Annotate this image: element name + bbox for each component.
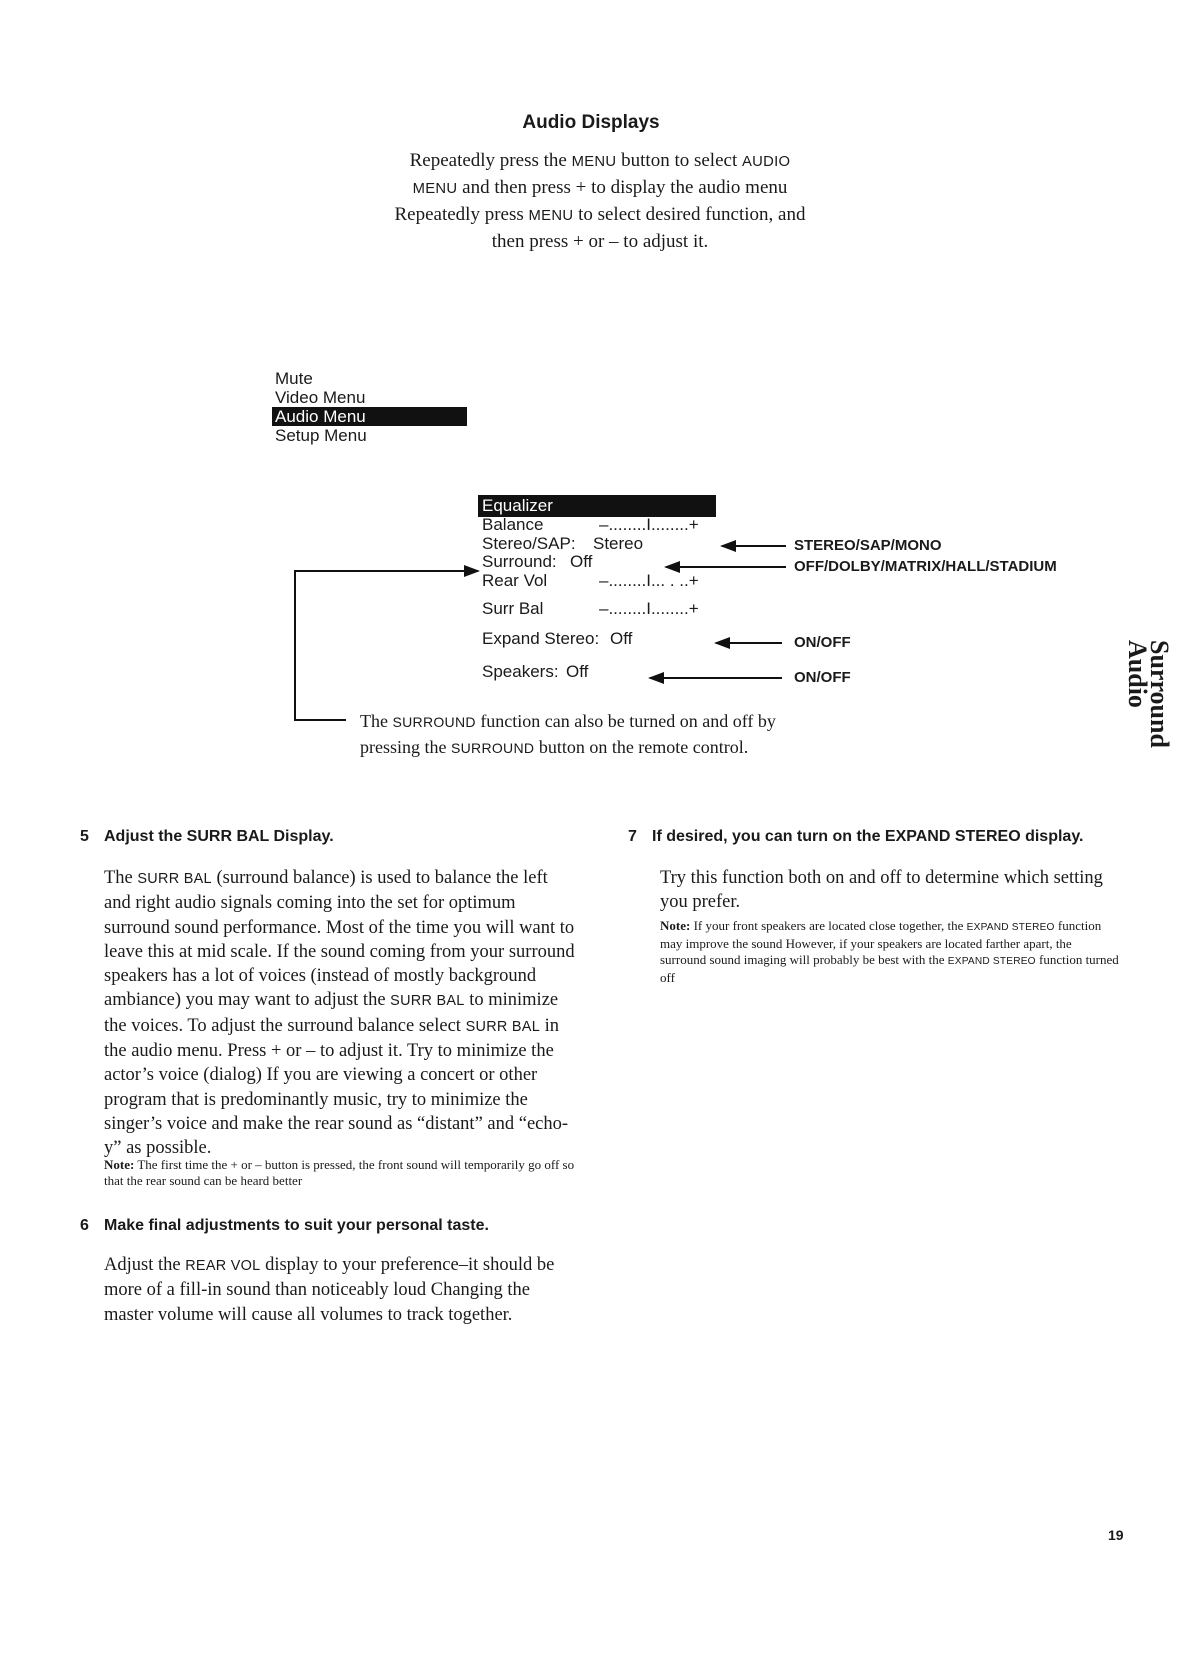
arrow-left-icon bbox=[716, 642, 782, 644]
menu-item-setup-menu[interactable]: Setup Menu bbox=[275, 426, 367, 445]
step-number: 6 bbox=[80, 1217, 89, 1234]
main-menu bbox=[272, 369, 467, 445]
menu-item-mute[interactable]: Mute bbox=[275, 369, 313, 388]
surr-bal-scale: –........I........+ bbox=[599, 599, 699, 618]
step-7-heading: 7 If desired, you can turn on the EXPAND STEREO display. bbox=[628, 828, 1084, 845]
bracket-line bbox=[294, 570, 296, 720]
menu-item-video-menu[interactable]: Video Menu bbox=[275, 388, 366, 407]
surr-bal-label: Surr Bal bbox=[482, 599, 544, 618]
step-5-body: The SURR BAL (surround balance) is used to balance the left and right audio signals coming into the set for optimum surround sound performance. Most of the time you will want to leave this at mid scale. If the sound coming from your surround speakers has a lot of voices (instead of mostly background ambiance) you may want to adjust the SURR BAL to minimize the voices. To adjust the surround balance select SURR BAL in the audio menu. Press + or – to adjust it. Try to minimize the actor’s voice (dialog) If you are viewing a concert or other program that is predominantly music, try to minimize the singer’s voice and make the rear sound as “distant” and “echo-y” as possible. bbox=[104, 868, 575, 1159]
step-7-body: Try this function both on and off to determine which setting you prefer. bbox=[660, 868, 1103, 913]
balance-label: Balance bbox=[482, 515, 544, 534]
step-7-note: Note: If your front speakers are located close together, the EXPAND STEREO function may improve the sound However, if your speakers are located farther apart, the surround sound imaging will probably be best with the EXPAND STEREO function turned off bbox=[660, 918, 1119, 985]
arrow-right-icon bbox=[440, 570, 478, 572]
stereo-sap-value: Stereo bbox=[593, 534, 644, 553]
intro-paragraph: Repeatedly press the MENU button to select AUDIO MENU and then press + to display the audio menu Repeatedly press MENU to select desired function, and then press + or – to adjust it. bbox=[394, 150, 806, 252]
speakers-label: Speakers: bbox=[482, 662, 559, 681]
surround-options: OFF/DOLBY/MATRIX/HALL/STADIUM bbox=[794, 558, 1057, 575]
arrow-left-icon bbox=[650, 677, 782, 679]
menu-item-expand-stereo[interactable] bbox=[482, 629, 633, 648]
side-tab bbox=[1123, 640, 1182, 750]
step-5-heading: 5 Adjust the SURR BAL Display. bbox=[80, 828, 334, 845]
surround-label: Surround: bbox=[482, 552, 557, 571]
rear-vol-label: Rear Vol bbox=[482, 571, 548, 590]
menu-item-surround[interactable] bbox=[482, 552, 593, 571]
side-tab-audio: Audio bbox=[1123, 640, 1152, 708]
speakers-options: ON/OFF bbox=[794, 669, 851, 686]
menu-item-surr-bal[interactable] bbox=[482, 599, 699, 618]
arrow-left-icon bbox=[666, 566, 786, 568]
page-number: 19 bbox=[1108, 1527, 1124, 1543]
step-6-body: Adjust the REAR VOL display to your preference–it should be more of a fill-in sound than noticeably loud Changing the master volume will cause all volumes to track together. bbox=[104, 1255, 555, 1325]
surround-note: The SURROUND function can also be turned on and off by pressing the SURROUND button on the remote control. bbox=[360, 711, 776, 757]
bracket-line bbox=[294, 570, 444, 572]
stereo-sap-label: Stereo/SAP: bbox=[482, 534, 576, 553]
menu-item-speakers[interactable] bbox=[482, 662, 589, 681]
side-tab-surround: Surround bbox=[1145, 640, 1174, 748]
surround-value: Off bbox=[570, 552, 593, 571]
menu-item-balance[interactable] bbox=[482, 515, 699, 534]
expand-stereo-options: ON/OFF bbox=[794, 634, 851, 651]
arrow-left-icon bbox=[722, 545, 786, 547]
step-5-note: Note: The first time the + or – button is pressed, the front sound will temporarily go off so that the rear sound can be heard better bbox=[104, 1157, 575, 1188]
stereo-sap-options: STEREO/SAP/MONO bbox=[794, 537, 942, 554]
step-number: 7 bbox=[628, 828, 637, 845]
rear-vol-scale: –........I... . ..+ bbox=[599, 571, 699, 590]
menu-item-equalizer[interactable]: Equalizer bbox=[478, 495, 716, 517]
step-number: 5 bbox=[80, 828, 89, 845]
menu-item-stereo-sap[interactable] bbox=[482, 534, 644, 553]
speakers-value: Off bbox=[566, 662, 589, 681]
expand-stereo-value: Off bbox=[610, 629, 633, 648]
expand-stereo-label: Expand Stereo: bbox=[482, 629, 600, 648]
bracket-line bbox=[294, 719, 346, 721]
menu-item-audio-menu[interactable]: Audio Menu bbox=[272, 407, 467, 426]
step-6-heading: 6 Make final adjustments to suit your personal taste. bbox=[80, 1217, 489, 1234]
menu-item-rear-vol[interactable] bbox=[482, 571, 699, 590]
balance-scale: –........I........+ bbox=[599, 515, 699, 534]
section-title: Audio Displays bbox=[522, 112, 660, 133]
